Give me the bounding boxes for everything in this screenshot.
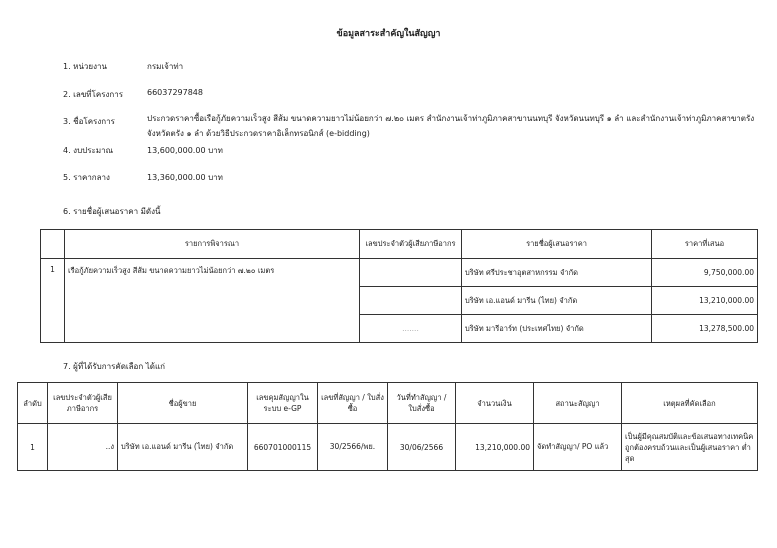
bidder-tax-id [360,259,462,287]
field-value-agency: กรมเจ้าท่า [147,62,184,71]
winner-contract-no: 30/2566/พย. [318,424,388,471]
document-title: ข้อมูลสาระสำคัญในสัญญา [336,29,441,39]
winners-header-no: ลำดับ [18,383,48,424]
table-row [41,259,758,287]
winner-vendor: บริษัท เอ.แอนด์ มารีน (ไทย) จำกัด [118,424,248,471]
field-label-project-name: 3. ชื่อโครงการ [63,117,115,126]
winners-header-tax-id: เลขประจำตัวผู้เสียภาษีอากร [48,383,118,424]
bidder-price: 13,210,000.00 [652,287,758,315]
section-7-heading: 7. ผู้ที่ได้รับการคัดเลือก ได้แก่ [63,362,165,371]
winner-egp: 660701000115 [248,424,318,471]
winners-header-status: สถานะสัญญา [534,383,622,424]
bidder-price: 9,750,000.00 [652,259,758,287]
winner-amount: 13,210,000.00 [456,424,534,471]
bidders-table [40,229,758,343]
field-label-budget: 4. งบประมาณ [63,146,114,155]
winners-header-date: วันที่ทำสัญญา / ใบสั่งซื้อ [388,383,456,424]
bidders-header-item: รายการพิจารณา [65,230,360,259]
field-value-project-id: 66037297848 [147,88,203,97]
winners-table [17,382,758,471]
winners-header-row [18,383,758,424]
bidders-header-no [41,230,65,259]
bidder-name: บริษัท ศรีประชาอุตสาหกรรม จำกัด [462,259,652,287]
winner-reason: เป็นผู้มีคุณสมบัติและข้อเสนอทางเทคนิคถูกต้องครบถ้วนและเป็นผู้เสนอราคา ต่ำสุด [622,424,758,471]
section-6-heading: 6. รายชื่อผู้เสนอราคา มีดังนี้ [63,207,161,216]
field-value-median-price: 13,360,000.00 บาท [147,173,223,182]
winners-header-vendor: ชื่อผู้ขาย [118,383,248,424]
bidders-header-tax-id: เลขประจำตัวผู้เสียภาษีอากร [360,230,462,259]
field-label-median-price: 5. ราคากลาง [63,173,110,182]
winners-header-egp: เลขคุมสัญญาในระบบ e-GP [248,383,318,424]
bidders-header-row [41,230,758,259]
winner-tax-id: ..ง [48,424,118,471]
winners-header-amount: จำนวนเงิน [456,383,534,424]
winners-header-contract-no: เลขที่สัญญา / ใบสั่งซื้อ [318,383,388,424]
bidder-name: บริษัท เอ.แอนด์ มารีน (ไทย) จำกัด [462,287,652,315]
field-value-project-name: ประกวดราคาซื้อเรือกู้ภัยความเร็วสูง สีส้ม ขนาดความยาวไม่น้อยกว่า ๗.๒๐ เมตร สำนักงานเจ้าท่าภูมิภาคสาขานนทบุรี จังหวัดนนทบุรี ๑ ลำ และสำนักงานเจ้าท่าภูมิภาคสาขาตรัง จังหวัดตรัง ๑ ลำ ด้วยวิธีประกวดราคาอิเล็กทรอนิกส์ (e-bidding) [147,114,755,138]
bidder-name: บริษัท มารีอาร์ท (ประเทศไทย) จำกัด [462,315,652,343]
field-label-project-id: 2. เลขที่โครงการ [63,90,124,99]
winner-status: จัดทำสัญญา/ PO แล้ว [534,424,622,471]
field-label-agency: 1. หน่วยงาน [63,62,107,71]
table-row [18,424,758,471]
bidder-price: 13,278,500.00 [652,315,758,343]
bidders-header-price: ราคาที่เสนอ [652,230,758,259]
bidder-tax-id [360,287,462,315]
bidders-item: เรือกู้ภัยความเร็วสูง สีส้ม ขนาดความยาวไม่น้อยกว่า ๗.๒๐ เมตร [65,259,360,343]
winners-header-reason: เหตุผลที่คัดเลือก [622,383,758,424]
bidders-header-name: รายชื่อผู้เสนอราคา [462,230,652,259]
bidder-tax-id: ....... [360,315,462,343]
winner-no: 1 [18,424,48,471]
bidders-item-no: 1 [41,259,65,343]
field-value-budget: 13,600,000.00 บาท [147,146,223,155]
winner-date: 30/06/2566 [388,424,456,471]
